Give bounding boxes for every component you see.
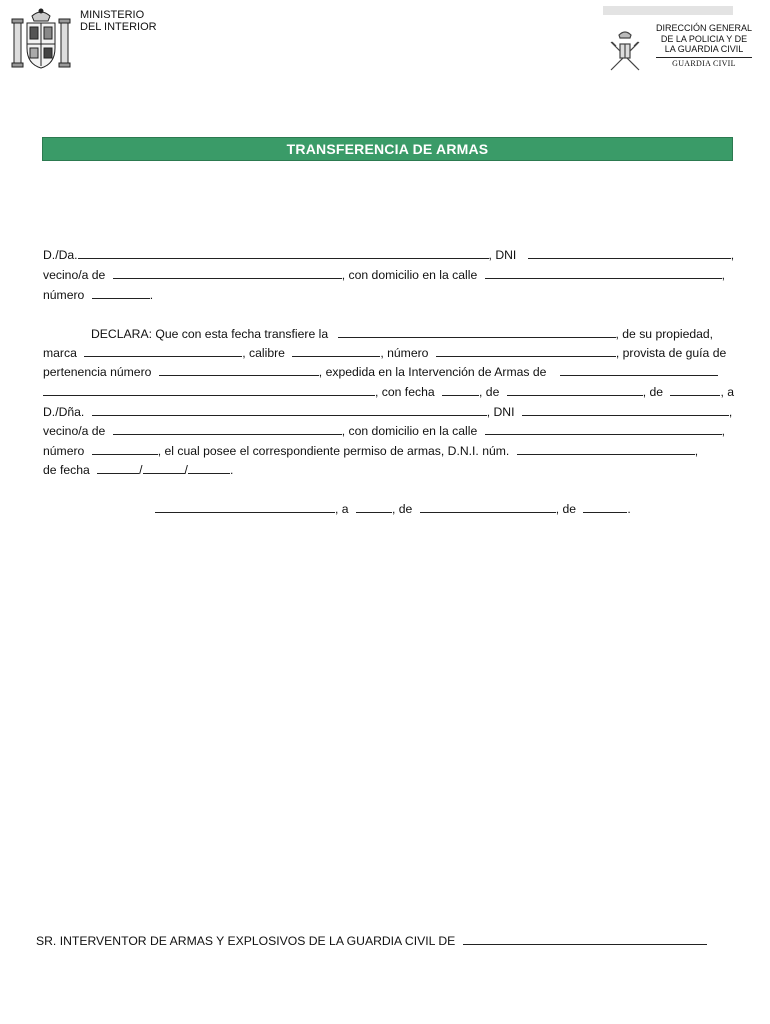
- intervention-cont-blank[interactable]: [43, 384, 375, 396]
- month-blank[interactable]: [507, 384, 643, 396]
- label-domicilio-2: , con domicilio en la calle: [341, 424, 478, 438]
- day-blank[interactable]: [442, 384, 479, 396]
- form-line-12: [155, 501, 631, 517]
- intervention-blank[interactable]: [560, 364, 718, 376]
- street-blank[interactable]: [485, 267, 722, 279]
- weapon-type-blank[interactable]: [338, 326, 616, 338]
- sign-year-blank[interactable]: [583, 501, 627, 513]
- place-blank[interactable]: [155, 501, 335, 513]
- license-number-blank[interactable]: [517, 443, 695, 455]
- label-dda: D./Da.: [43, 248, 78, 262]
- header-grey-bar: [603, 6, 733, 15]
- form-line-6: [43, 364, 718, 380]
- form-line-4: [91, 326, 713, 342]
- gc-line-2: DE LA POLICIA Y DE: [660, 33, 748, 44]
- town-blank[interactable]: [113, 267, 342, 279]
- period: .: [627, 502, 631, 516]
- sign-day-blank[interactable]: [356, 501, 392, 513]
- sign-month-blank[interactable]: [420, 501, 556, 513]
- form-line-3: [43, 287, 153, 303]
- ministry-name: [80, 9, 157, 33]
- label-vecino-2: vecino/a de: [43, 424, 106, 438]
- page-title: TRANSFERENCIA DE ARMAS: [286, 141, 489, 157]
- label-dni: , DNI: [488, 248, 517, 262]
- slash: /: [139, 463, 143, 477]
- label-numero: número: [43, 288, 85, 302]
- ministry-line-2: DEL INTERIOR: [80, 21, 157, 33]
- guide-number-blank[interactable]: [159, 364, 319, 376]
- comma: ,: [728, 405, 733, 419]
- label-domicilio: , con domicilio en la calle: [341, 268, 478, 282]
- label-propiedad: , de su propiedad,: [615, 327, 714, 341]
- label-de-2: , de: [642, 385, 664, 399]
- label-con-fecha: , con fecha: [375, 385, 435, 399]
- period: .: [229, 463, 234, 477]
- label-numero-arma: , número: [380, 346, 429, 360]
- license-year-blank[interactable]: [188, 462, 230, 474]
- label-de-fecha: de fecha: [43, 463, 90, 477]
- brand-blank[interactable]: [84, 345, 242, 357]
- label-de-4: , de: [555, 502, 577, 516]
- recipient-number-blank[interactable]: [92, 443, 158, 455]
- label-a-2: , a: [335, 502, 349, 516]
- comma: ,: [721, 424, 726, 438]
- label-de-3: , de: [391, 502, 413, 516]
- form-line-8: [43, 404, 732, 420]
- comma: ,: [730, 248, 735, 262]
- label-ddna: D./Dña.: [43, 405, 85, 419]
- form-line-11: [43, 462, 233, 478]
- authority-blank[interactable]: [463, 933, 707, 945]
- ministry-line-1: MINISTERIO: [80, 9, 145, 21]
- label-pertenencia: pertenencia número: [43, 365, 152, 379]
- coat-of-arms-icon: [10, 6, 72, 72]
- form-line-5: [43, 345, 726, 361]
- year-blank[interactable]: [670, 384, 720, 396]
- form-line-2: [43, 267, 725, 283]
- label-marca: marca: [43, 346, 77, 360]
- form-line-7: [43, 384, 734, 400]
- number-blank[interactable]: [92, 287, 150, 299]
- comma: ,: [694, 444, 699, 458]
- label-permiso: , el cual posee el correspondiente permiso de armas, D.N.I. núm.: [157, 444, 510, 458]
- label-guia: , provista de guía de: [615, 346, 727, 360]
- license-day-blank[interactable]: [97, 462, 139, 474]
- slash: /: [184, 463, 188, 477]
- comma: ,: [721, 268, 726, 282]
- footer-text: SR. INTERVENTOR DE ARMAS Y EXPLOSIVOS DE LA GUARDIA CIVIL DE: [36, 934, 456, 948]
- label-vecino: vecino/a de: [43, 268, 106, 282]
- license-month-blank[interactable]: [143, 462, 185, 474]
- recipient-town-blank[interactable]: [113, 423, 342, 435]
- name-blank[interactable]: [78, 247, 489, 259]
- caliber-blank[interactable]: [292, 345, 380, 357]
- recipient-street-blank[interactable]: [485, 423, 722, 435]
- gc-line-3: LA GUARDIA CIVIL: [664, 44, 744, 54]
- label-intervencion: , expedida en la Intervención de Armas de: [318, 365, 547, 379]
- gc-divider: [656, 57, 752, 58]
- recipient-name-blank[interactable]: [92, 404, 487, 416]
- label-dni-2: , DNI: [486, 405, 515, 419]
- recipient-dni-blank[interactable]: [522, 404, 729, 416]
- label-numero-2: número: [43, 444, 85, 458]
- gc-line-4: GUARDIA CIVIL: [672, 58, 736, 68]
- form-line-1: [43, 247, 734, 263]
- label-a: , a: [720, 385, 735, 399]
- period: .: [149, 288, 154, 302]
- gc-line-1: DIRECCIÓN GENERAL: [655, 23, 753, 33]
- form-line-10: [43, 443, 698, 459]
- guardia-civil-heading: [652, 23, 756, 69]
- guardia-civil-emblem-icon: [606, 28, 644, 72]
- form-line-9: [43, 423, 725, 439]
- label-declara: DECLARA: Que con esta fecha transfiere la: [91, 327, 329, 341]
- title-bar: [42, 137, 733, 161]
- label-de-1: , de: [479, 385, 500, 399]
- dni-blank[interactable]: [528, 247, 731, 259]
- label-calibre: , calibre: [242, 346, 285, 360]
- serial-blank[interactable]: [436, 345, 616, 357]
- recipient-authority-line: [36, 933, 707, 948]
